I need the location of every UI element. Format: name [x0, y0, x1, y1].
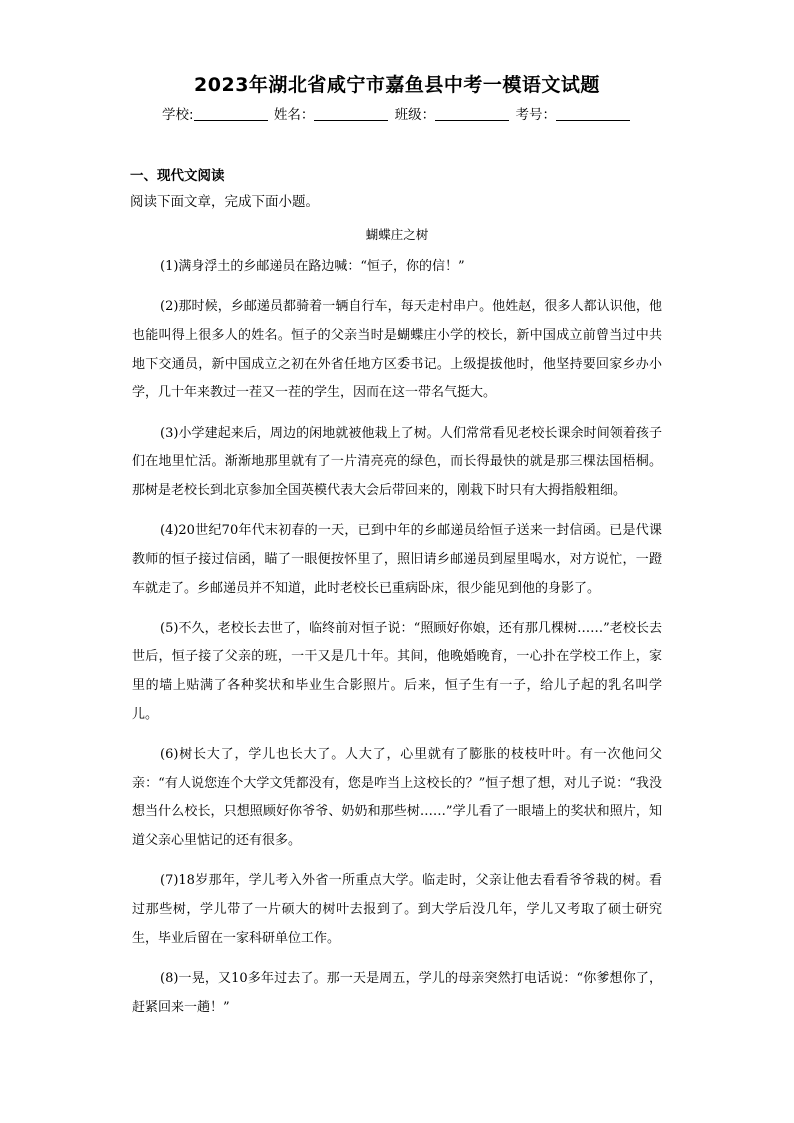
article-title: 蝴蝶庄之树	[365, 227, 429, 242]
section-instruction: 阅读下面文章，完成下面小题。	[130, 194, 319, 210]
exam-number-label: 考号：	[515, 107, 556, 123]
paragraph-8: (8)一晃，又10多年过去了。那一天是周五，学儿的母亲突然打电话说：“你爹想你了，赶紧回来一趟！”	[132, 970, 662, 1015]
article-body	[132, 253, 662, 1034]
section-heading: 一、现代文阅读	[130, 168, 225, 184]
paragraph-5: (5)不久，老校长去世了，临终前对恒子说：“照顾好你娘，还有那几棵树……”老校长去世后，恒子接了父亲的班，一干又是几十年。其间，他晚婚晚育，一心扑在学校工作上，家里的墙上贴满了各种奖状和毕业生合影照片。后来，恒子生有一子，给儿子起的乳名叫学儿。	[132, 620, 662, 722]
name-label: 姓名：	[273, 107, 315, 123]
paragraph-1: (1)满身浮土的乡邮递员在路边喊：“恒子，你的信！”	[160, 259, 465, 274]
exam-title: 2023年湖北省咸宁市嘉鱼县中考一模语文试题	[194, 74, 600, 96]
paragraph-4: (4)20世纪70年代末初春的一天，已到中年的乡邮递员给恒子送来一封信函。已是代课教师的恒子接过信函，瞄了一眼便按怀里了，照旧请乡邮递员到屋里喝水，对方说忙，一蹬车就走了。乡邮递员并不知道，此时老校长已重病卧床，很少能见到他的身影了。	[132, 523, 662, 596]
school-blank[interactable]	[194, 106, 268, 121]
name-blank[interactable]	[314, 106, 388, 121]
school-label: 学校:	[162, 107, 194, 123]
class-label: 班级：	[394, 107, 436, 123]
paragraph-2: (2)那时候，乡邮递员都骑着一辆自行车，每天走村串户。他姓赵，很多人都认识他，他也能叫得上很多人的姓名。恒子的父亲当时是蝴蝶庄小学的校长，新中国成立前曾当过中共地下交通员，新中国成立之初在外省任地方区委书记。上级提拔他时，他坚持要回家乡办小学，几十年来教过一茬又一茬的学生，因而在这一带名气挺大。	[132, 299, 662, 401]
student-info-line	[0, 103, 794, 123]
paragraph-6: (6)树长大了，学儿也长大了。人大了，心里就有了膨胀的枝枝叶叶。有一次他问父亲：“有人说您连个大学文凭都没有，您是咋当上这校长的？”恒子想了想，对儿子说：“我没想当什么校长，只想照顾好你爷爷、奶奶和那些树……”学儿看了一眼墙上的奖状和照片，知道父亲心里惦记的还有很多。	[132, 747, 662, 849]
paragraph-7: (7)18岁那年，学儿考入外省一所重点大学。临走时，父亲让他去看看爷爷栽的树。看过那些树，学儿带了一片硕大的树叶去报到了。到大学后没几年，学儿又考取了硕士研究生，毕业后留在一家科研单位工作。	[132, 873, 662, 946]
exam-number-blank[interactable]	[556, 106, 630, 121]
class-blank[interactable]	[435, 106, 509, 121]
paragraph-3: (3)小学建起来后，周边的闲地就被他栽上了树。人们常常看见老校长课余时间领着孩子们在地里忙活。渐渐地那里就有了一片清亮亮的绿色，而长得最快的就是那三棵法国梧桐。那树是老校长到北京参加全国英模代表大会后带回来的，刚栽下时只有大拇指般粗细。	[132, 425, 662, 498]
